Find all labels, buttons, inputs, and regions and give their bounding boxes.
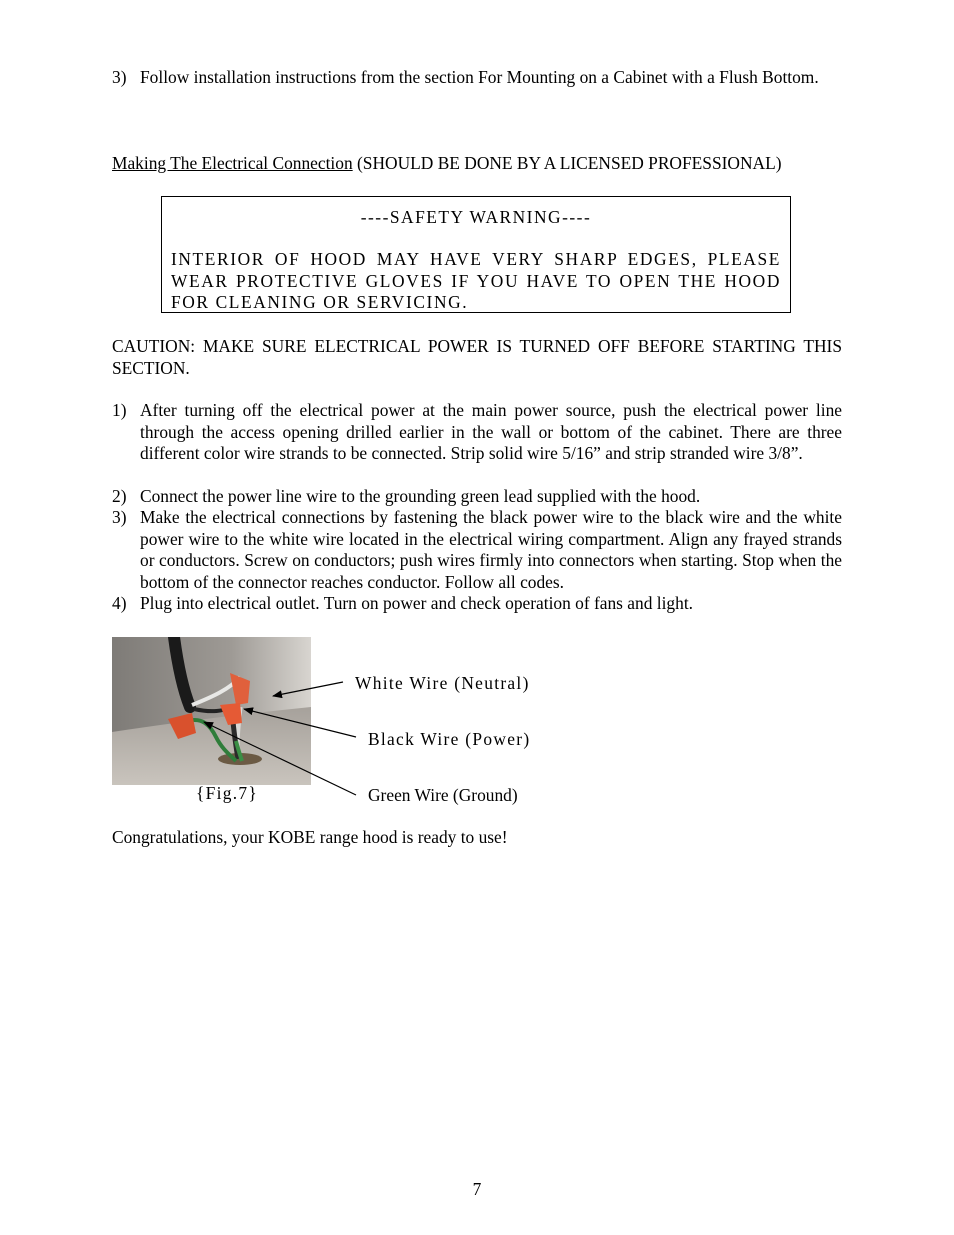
safety-warning-title: ----SAFETY WARNING---- [360, 207, 592, 227]
page-number: 7 [472, 1179, 482, 1199]
caution-text: CAUTION: MAKE SURE ELECTRICAL POWER IS TURNED OFF BEFORE STARTING THIS SECTION. [112, 336, 842, 378]
safety-warning-body: INTERIOR OF HOOD MAY HAVE VERY SHARP EDGES, PLEASE WEAR PROTECTIVE GLOVES IF YOU HAVE TO OPEN THE HOOD FOR CLEANING OR SERVICING. [171, 249, 781, 312]
step-text: After turning off the electrical power at the main power source, push the electrical power line through the access opening drilled earlier in the wall or bottom of the cabinet. There are three different color wire strands to be connected. Strip solid wire 5/16” and strip stranded wire 3/8”. [140, 400, 842, 463]
step-text: Make the electrical connections by fastening the black power wire to the black wire and the white power wire to the white wire located in the electrical wiring compartment. Align any frayed strands or conductors. Screw on conductors; push wires firmly into connectors when starting. Stop when the bottom of the connector reaches conductor. Follow all codes. [140, 507, 842, 592]
white-wire-label: White Wire (Neutral) [355, 673, 530, 693]
intro-step-number: 3) [112, 67, 127, 87]
step-number: 2) [112, 486, 127, 506]
step-number: 1) [112, 400, 127, 420]
step-text: Plug into electrical outlet. Turn on power and check operation of fans and light. [140, 593, 693, 613]
closing-text: Congratulations, your KOBE range hood is ready to use! [112, 827, 508, 847]
section-heading-note: (SHOULD BE DONE BY A LICENSED PROFESSIONAL) [352, 153, 782, 173]
figure-caption: {Fig.7} [196, 783, 259, 803]
intro-step-text: Follow installation instructions from the section For Mounting on a Cabinet with a Flush Bottom. [140, 67, 819, 87]
step-text: Connect the power line wire to the grounding green lead supplied with the hood. [140, 486, 701, 506]
green-wire-label: Green Wire (Ground) [368, 785, 518, 805]
section-heading-title: Making The Electrical Connection [112, 153, 353, 173]
step-number: 3) [112, 507, 127, 527]
black-wire-arrow [244, 709, 356, 737]
step-number: 4) [112, 593, 127, 613]
white-wire-arrow [273, 682, 343, 696]
black-wire-label: Black Wire (Power) [368, 729, 531, 749]
